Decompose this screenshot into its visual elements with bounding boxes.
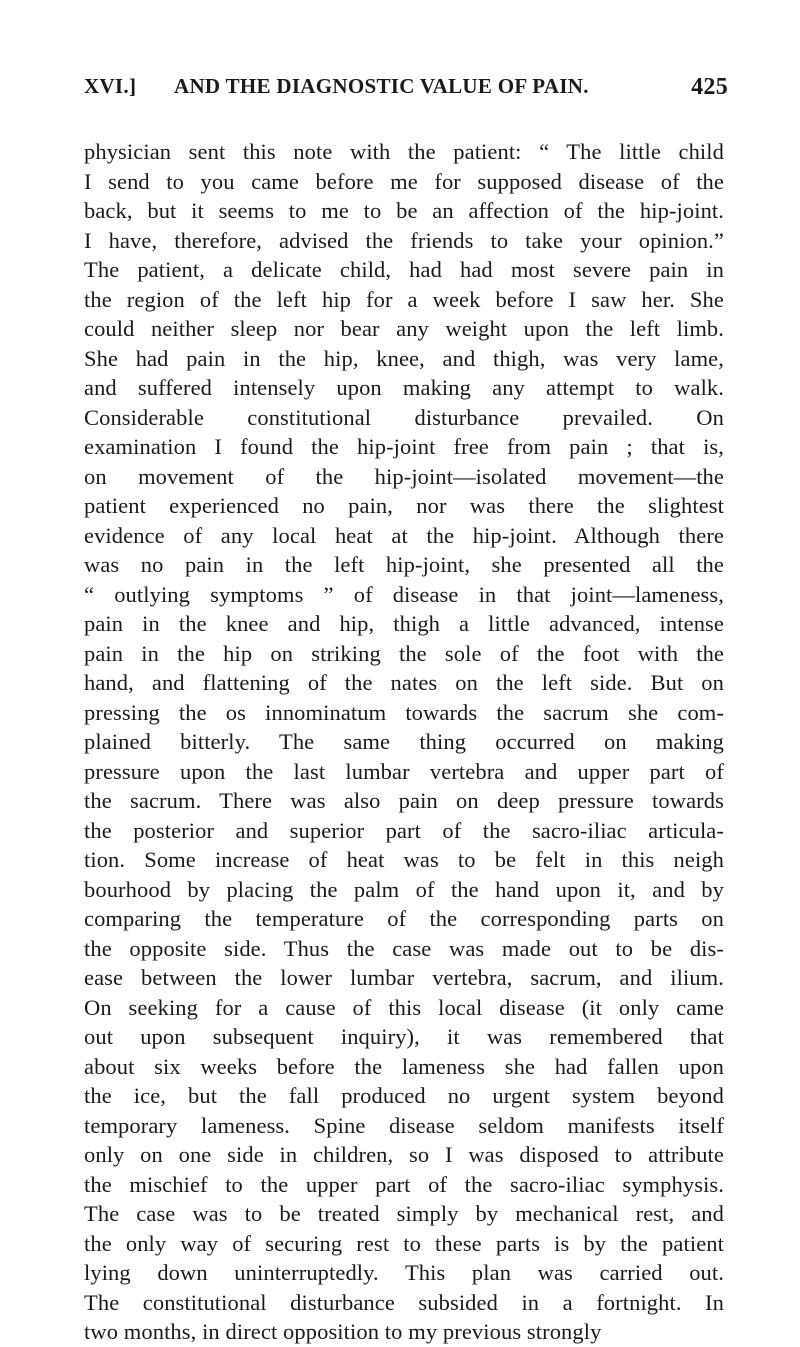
text-line: examination I found the hip-joint free from pain ; that is, xyxy=(84,434,724,459)
text-line: the sacrum. There was also pain on deep pressure towards xyxy=(84,788,724,813)
text-line: The patient, a delicate child, had had most severe pain in xyxy=(84,257,724,282)
text-line: the only way of securing rest to these parts is by the patient xyxy=(84,1230,724,1256)
text-line: was no pain in the left hip-joint, she presented all the xyxy=(84,552,724,577)
text-line: comparing the temperature of the corresponding parts on xyxy=(84,906,724,931)
body-text xyxy=(84,137,724,1347)
book-page xyxy=(84,68,728,1347)
text-line: ease between the lower lumbar vertebra, sacrum, and ilium. xyxy=(84,965,724,990)
text-line: I have, therefore, advised the friends to take your opinion.” xyxy=(84,227,724,253)
text-line: On seeking for a cause of this local disease (it only came xyxy=(84,994,724,1020)
text-line: pressure upon the last lumbar vertebra and upper part of xyxy=(84,758,724,784)
text-line: pain in the hip on striking the sole of the foot with the xyxy=(84,640,724,666)
text-line: the region of the left hip for a week before I saw her. She xyxy=(84,286,724,312)
text-line: about six weeks before the lameness she had fallen upon xyxy=(84,1053,724,1079)
text-line: the opposite side. Thus the case was made out to be dis- xyxy=(84,935,724,961)
page-number: 425 xyxy=(691,74,728,100)
text-line: “ outlying symptoms ” of disease in that joint—lameness, xyxy=(84,581,724,607)
text-line: patient experienced no pain, nor was there the slightest xyxy=(84,493,724,518)
text-line: plained bitterly. The same thing occurred on making xyxy=(84,729,724,754)
text-line: bourhood by placing the palm of the hand upon it, and by xyxy=(84,876,724,902)
text-line: pressing the os innominatum towards the sacrum she com- xyxy=(84,699,724,725)
text-line: back, but it seems to me to be an affection of the hip-joint. xyxy=(84,198,724,223)
text-line: could neither sleep nor bear any weight upon the left limb. xyxy=(84,316,724,341)
text-line: only on one side in children, so I was disposed to attribute xyxy=(84,1142,724,1167)
text-line: hand, and flattening of the nates on the left side. But on xyxy=(84,670,724,695)
text-line: pain in the knee and hip, thigh a little advanced, intense xyxy=(84,611,724,636)
text-line: I send to you came before me for supposed disease of the xyxy=(84,168,724,194)
text-line: physician sent this note with the patient: “ The little child xyxy=(84,139,724,164)
text-line: and suffered intensely upon making any attempt to walk. xyxy=(84,375,724,400)
text-line: lying down uninterruptedly. This plan was carried out. xyxy=(84,1260,724,1285)
text-line: tion. Some increase of heat was to be felt in this neigh xyxy=(84,847,724,872)
text-line: the posterior and superior part of the sacro-iliac articula- xyxy=(84,817,724,843)
text-line: the ice, but the fall produced no urgent system beyond xyxy=(84,1083,724,1108)
text-line: The case was to be treated simply by mechanical rest, and xyxy=(84,1201,724,1226)
text-line: the mischief to the upper part of the sacro-iliac symphysis. xyxy=(84,1171,724,1197)
text-line: on movement of the hip-joint—isolated movement—the xyxy=(84,463,724,489)
running-title: AND THE DIAGNOSTIC VALUE OF PAIN. xyxy=(174,74,589,98)
text-line: temporary lameness. Spine disease seldom manifests itself xyxy=(84,1112,724,1138)
text-line: out upon subsequent inquiry), it was remembered that xyxy=(84,1024,724,1049)
text-line: evidence of any local heat at the hip-joint. Although there xyxy=(84,522,724,548)
text-line: She had pain in the hip, knee, and thigh, was very lame, xyxy=(84,345,724,371)
chapter-number: XVI.] xyxy=(84,74,137,98)
text-line: The constitutional disturbance subsided in a fortnight. In xyxy=(84,1289,724,1315)
text-line: two months, in direct opposition to my previous strongly xyxy=(84,1319,602,1344)
text-line: Considerable constitutional disturbance prevailed. On xyxy=(84,404,724,430)
running-head xyxy=(84,68,728,108)
